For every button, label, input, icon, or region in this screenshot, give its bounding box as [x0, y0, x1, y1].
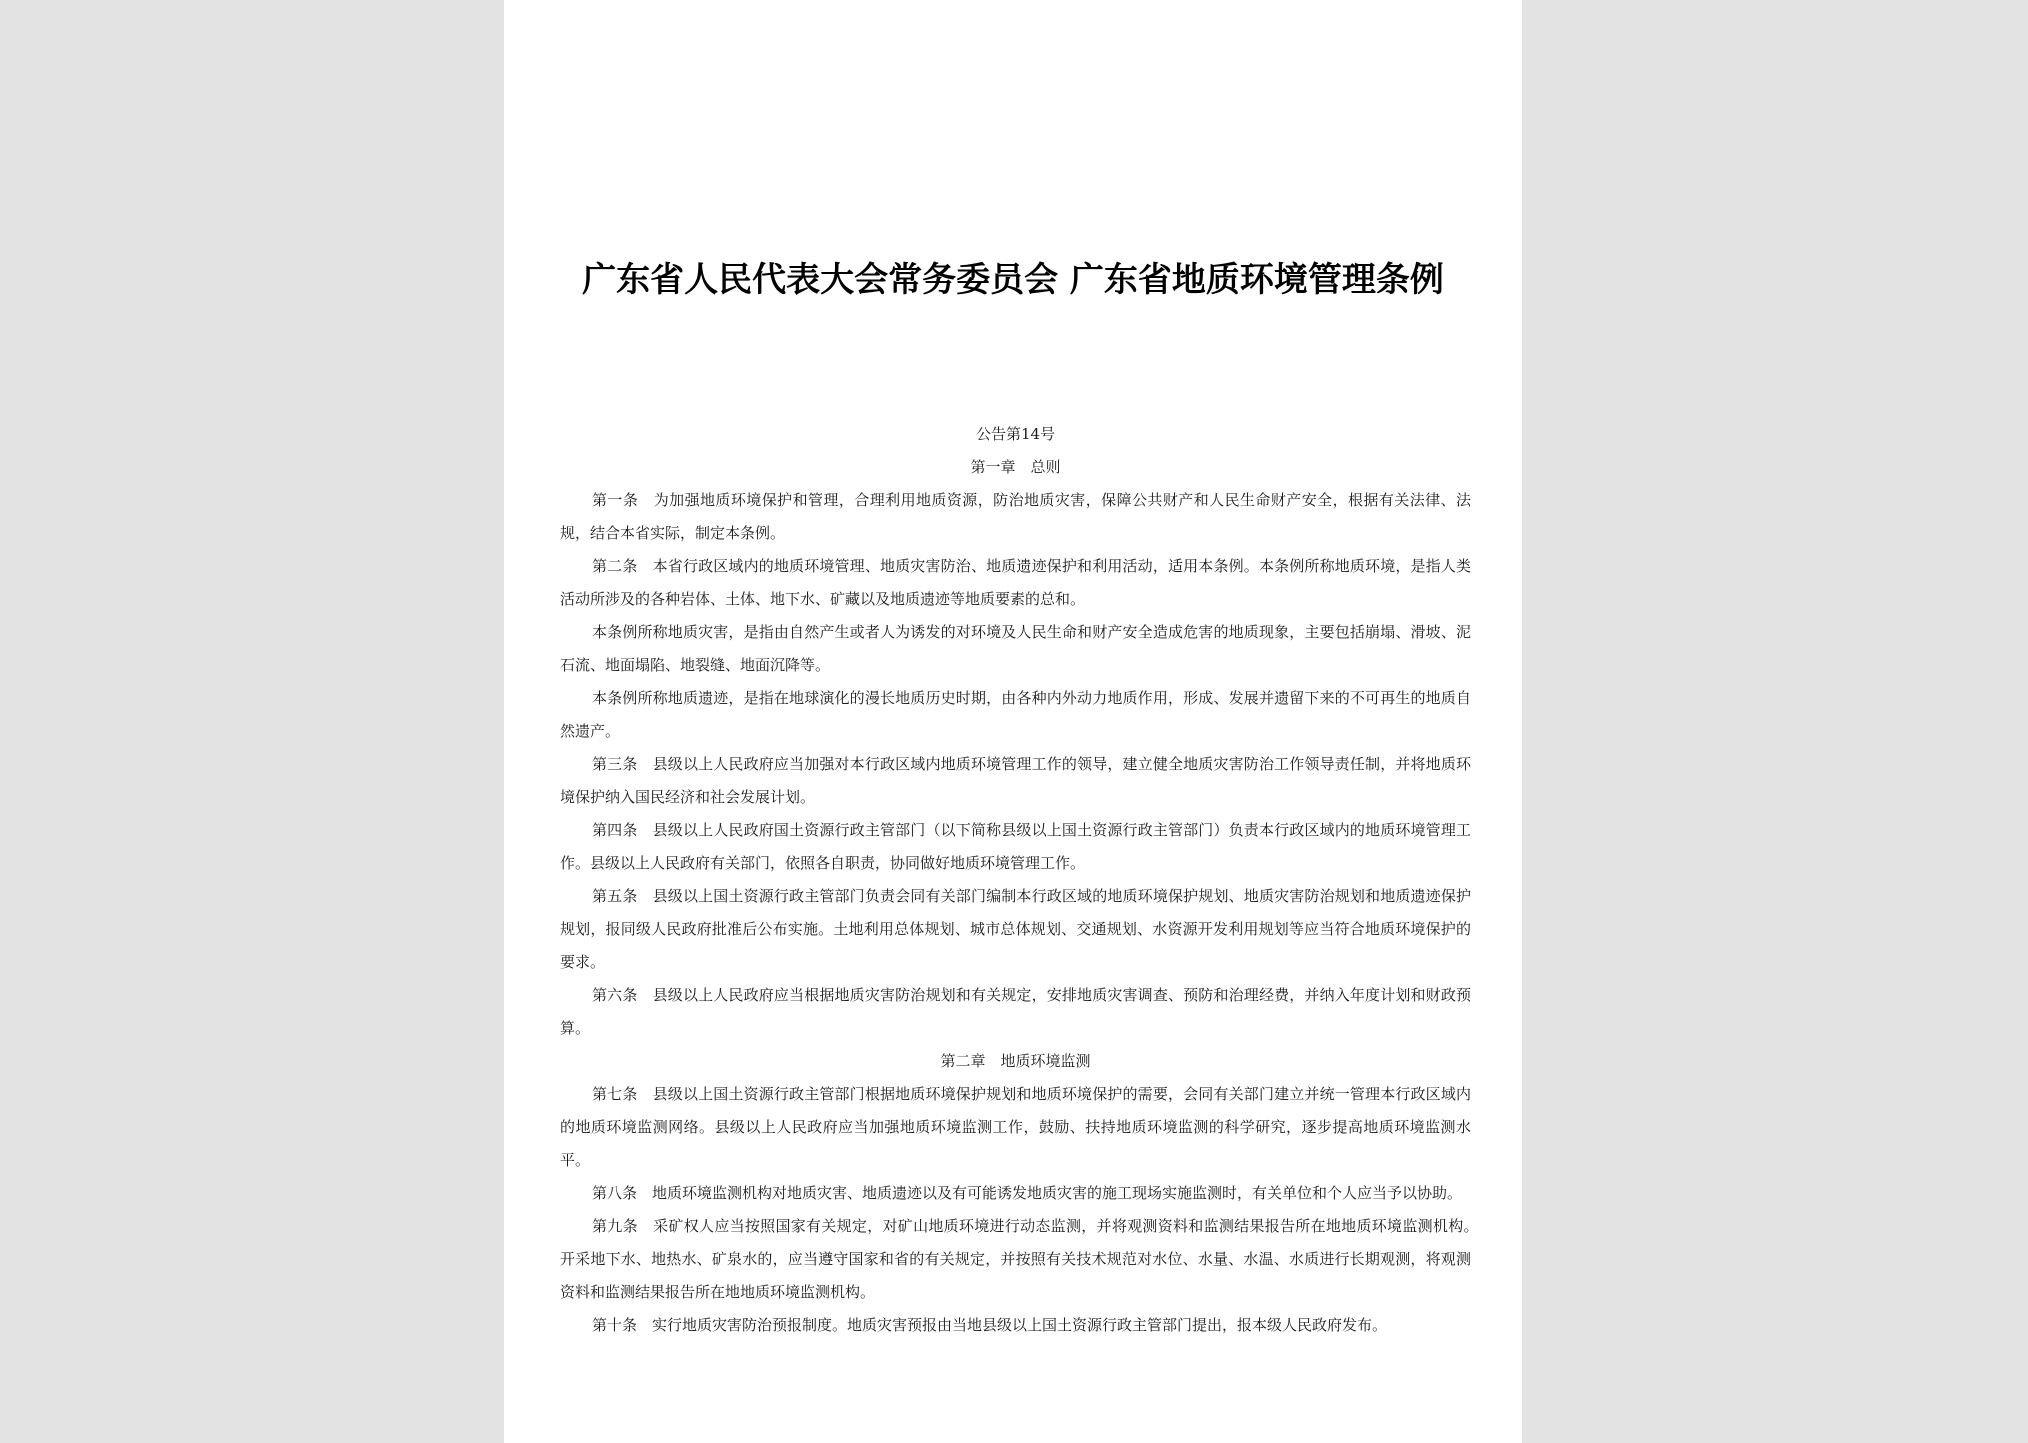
- article-paragraph: 第一条 为加强地质环境保护和管理，合理利用地质资源，防治地质灾害，保障公共财产和人民生命财产安全，根据有关法律、法规，结合本省实际，制定本条例。: [560, 491, 1471, 542]
- article-paragraph: 第三条 县级以上人民政府应当加强对本行政区域内地质环境管理工作的领导，建立健全地质灾害防治工作领导责任制，并将地质环境保护纳入国民经济和社会发展计划。: [560, 755, 1471, 806]
- article-paragraph: 第九条 采矿权人应当按照国家有关规定，对矿山地质环境进行动态监测，并将观测资料和监测结果报告所在地地质环境监测机构。 开采地下水、地热水、矿泉水的，应当遵守国家和省的有关规定，并按照有关技术规范对水位、水量、水温、水质进行长期观测，将观测资料和监测结果报告所在地地质环境监测机构。: [560, 1217, 1502, 1301]
- article-paragraph: 第四条 县级以上人民政府国土资源行政主管部门（以下简称县级以上国土资源行政主管部门）负责本行政区域内的地质环境管理工作。县级以上人民政府有关部门，依照各自职责，协同做好地质环境管理工作。: [560, 821, 1471, 872]
- chapter-heading-2: 第二章 地质环境监测: [940, 1052, 1091, 1070]
- article-paragraph: 第二条 本省行政区域内的地质环境管理、地质灾害防治、地质遗迹保护和利用活动，适用本条例。本条例所称地质环境，是指人类活动所涉及的各种岩体、土体、地下水、矿藏以及地质遗迹等地质要素的总和。: [560, 557, 1471, 608]
- article-paragraph: 本条例所称地质灾害，是指由自然产生或者人为诱发的对环境及人民生命和财产安全造成危害的地质现象，主要包括崩塌、滑坡、泥石流、地面塌陷、地裂缝、地面沉降等。: [560, 623, 1471, 674]
- article-paragraph: 第七条 县级以上国土资源行政主管部门根据地质环境保护规划和地质环境保护的需要，会同有关部门建立并统一管理本行政区域内的地质环境监测网络。县级以上人民政府应当加强地质环境监测工作，鼓励、扶持地质环境监测的科学研究，逐步提高地质环境监测水平。: [560, 1085, 1471, 1169]
- article-paragraph: 第八条 地质环境监测机构对地质灾害、地质遗迹以及有可能诱发地质灾害的施工现场实施监测时，有关单位和个人应当予以协助。: [592, 1184, 1463, 1202]
- article-paragraph: 第五条 县级以上国土资源行政主管部门负责会同有关部门编制本行政区域的地质环境保护规划、地质灾害防治规划和地质遗迹保护规划，报同级人民政府批准后公布实施。土地利用总体规划、城市总体规划、交通规划、水资源开发利用规划等应当符合地质环境保护的要求。: [560, 887, 1471, 971]
- document-title: 广东省人民代表大会常务委员会 广东省地质环境管理条例: [582, 260, 1444, 300]
- document-body: [560, 418, 1502, 1342]
- article-paragraph: 第十条 实行地质灾害防治预报制度。地质灾害预报由当地县级以上国土资源行政主管部门提出，报本级人民政府发布。: [592, 1316, 1388, 1334]
- article-paragraph: 本条例所称地质遗迹，是指在地球演化的漫长地质历史时期，由各种内外动力地质作用，形成、发展并遗留下来的不可再生的地质自然遗产。: [560, 689, 1471, 740]
- chapter-heading-1: 第一章 总则: [970, 458, 1061, 476]
- article-paragraph: 第六条 县级以上人民政府应当根据地质灾害防治规划和有关规定，安排地质灾害调查、预防和治理经费，并纳入年度计划和财政预算。: [560, 986, 1471, 1037]
- document-page: [504, 0, 1522, 1443]
- notice-number: 公告第14号: [975, 425, 1056, 443]
